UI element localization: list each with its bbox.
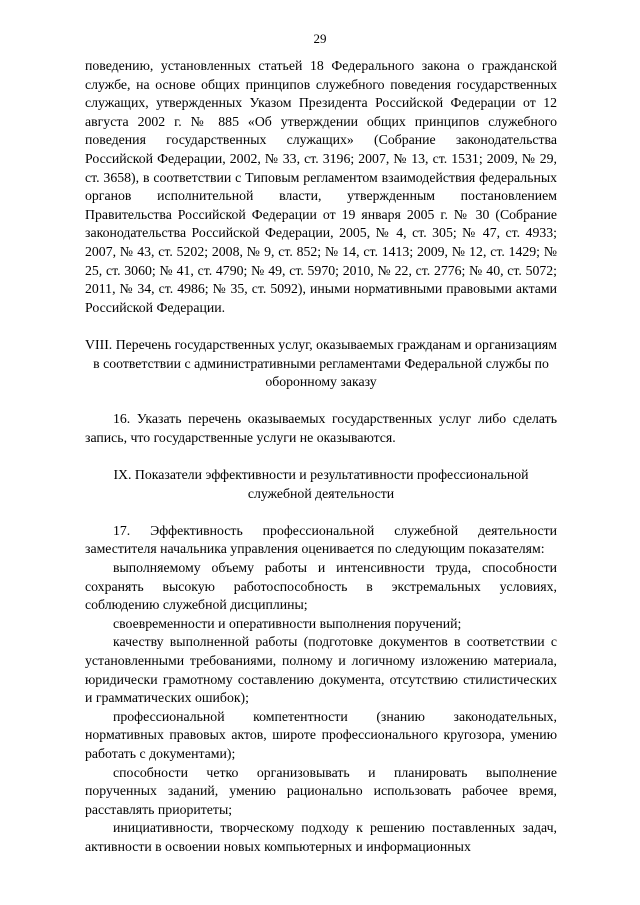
document-content [85,57,557,857]
paragraph-continuation: поведению, установленных статьей 18 Федерального закона о гражданской службе, на основе общих принципов служебного поведения государственных служащих, утвержденных Указом Президента Российской Федерации от 12 августа 2002 г. № 885 «Об утверждении общих принципов служебного поведения государственных служащих» (Собрание законодательства Российской Федерации, 2002, № 33, ст. 3196; 2007, № 13, ст. 1531; 2009, № 29, ст. 3658), в соответствии с Типовым регламентом взаимодействия федеральных органов исполнительной власти, утвержденным постановлением Правительства Российской Федерации от 19 января 2005 г. № 30 (Собрание законодательства Российской Федерации, 2005, № 4, ст. 305; № 47, ст. 4933; 2007, № 43, ст. 5202; 2008, № 9, ст. 852; № 14, ст. 1413; 2009, № 12, ст. 1429; № 25, ст. 3060; № 41, ст. 4790; № 49, ст. 5970; 2010, № 22, ст. 2776; № 40, ст. 5072; 2011, № 34, ст. 4986; № 35, ст. 5092), иными нормативными правовыми актами Российской Федерации. [85,58,557,315]
paragraph-17: 17. Эффективность профессиональной служебной деятельности заместителя начальника управления оценивается по следующим показателям: [85,522,557,557]
list-item-workload: выполняемому объему работы и интенсивности труда, способности сохранять высокую работоспособность в экстремальных условиях, соблюдению служебной дисциплины; [85,560,557,613]
section-heading-ix: IX. Показатели эффективности и результативности профессиональной служебной деятельности [113,467,529,501]
list-item-initiative: инициативности, творческому подходу к решению поставленных задач, активности в освоении новых компьютерных и информационных [85,820,557,854]
list-item-quality: качеству выполненной работы (подготовке документов в соответствии с установленными требованиями, полному и логичному изложению материала, юридически грамотному составлению документа, отсутствию стилистических и грамматических ошибок); [85,634,557,706]
section-heading-viii: VIII. Перечень государственных услуг, оказываемых гражданам и организациям в соответствии с административными регламентами Федеральной службы по оборонному заказу [85,336,557,390]
list-item-competence: профессиональной компетентности (знанию законодательных, нормативных правовых актов, широте профессионального кругозора, умению работать с документами); [85,708,557,761]
list-item-timeliness: своевременности и оперативности выполнения поручений; [113,615,462,631]
paragraph-16: 16. Указать перечень оказываемых государственных услуг либо сделать запись, что государственные услуги не оказываются. [85,411,557,445]
page-number: 29 [313,31,327,46]
list-item-organization: способности четко организовывать и планировать выполнение порученных заданий, умению рационально использовать рабочее время, расставлять приоритеты; [85,764,557,817]
